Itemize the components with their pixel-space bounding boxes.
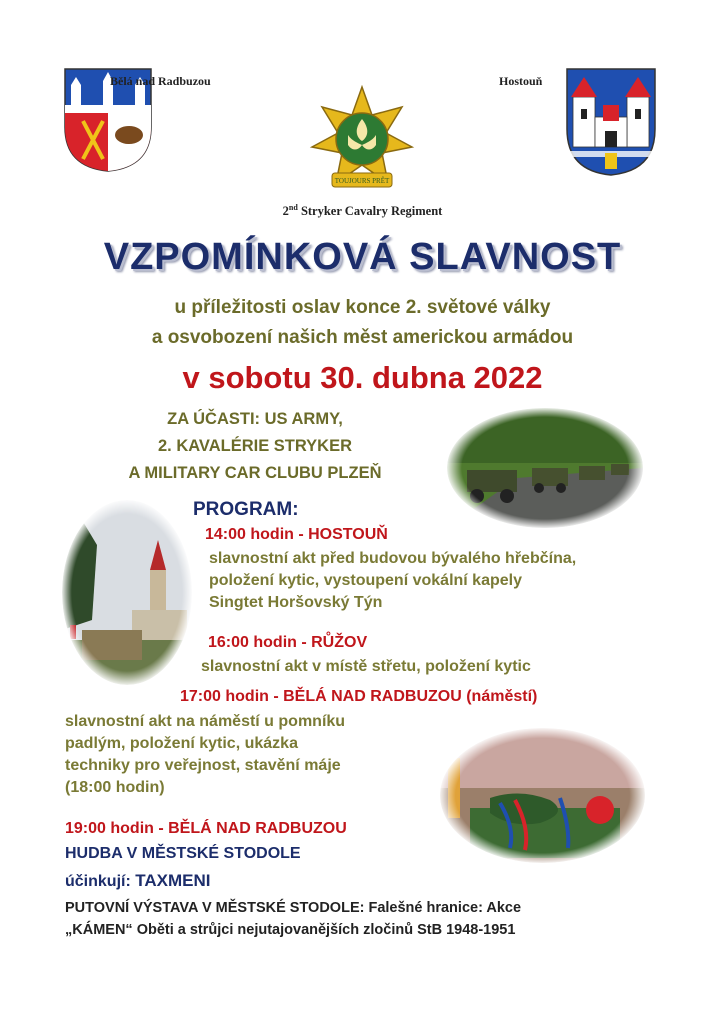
event-4-heading: 19:00 hodin - BĚLÁ NAD RADBUZOU <box>65 820 347 837</box>
emblem-motto: TOUJOURS PRÊT <box>334 177 390 185</box>
town-left-name: Bělá nad Radbuzou <box>110 74 211 88</box>
exhibit-info: PUTOVNÍ VÝSTAVA V MĚSTSKÉ STODOLE: Falešné hranice: Akce „KÁMEN“ Oběti a strůjci nejutajovanějších zločinů StB 1948-1951 <box>65 900 522 938</box>
event-3-heading: 17:00 hodin - BĚLÁ NAD RADBUZOU (náměstí) <box>180 688 538 705</box>
photo-military-vehicles <box>447 408 643 528</box>
photo-church-ceremony <box>62 500 192 685</box>
regiment-label: 2nd Stryker Cavalry Regiment <box>282 203 443 219</box>
hostoun-coat-of-arms <box>565 67 657 177</box>
event-2-description: slavnostní akt v místě střetu, položení kytic <box>201 658 531 675</box>
event-1-heading: 14:00 hodin - HOSTOUŇ <box>205 526 388 543</box>
event-2-heading: 16:00 hodin - RŮŽOV <box>208 634 368 651</box>
event-4-subtitle: HUDBA V MĚSTSKÉ STODOLE <box>65 845 301 862</box>
participants-line-3: A MILITARY CAR CLUBU PLZEŇ <box>128 464 382 482</box>
town-right-name: Hostouň <box>499 74 543 88</box>
subtitle-line-2: a osvobození našich měst americkou armádou <box>151 327 574 348</box>
participants-line-2: 2. KAVALÉRIE STRYKER <box>157 437 353 455</box>
subtitle-line-1: u příležitosti oslav konce 2. světové války <box>174 297 551 318</box>
participants-line-1: ZA ÚČASTI: US ARMY, <box>167 410 343 428</box>
regiment-emblem <box>308 85 416 195</box>
event-3-description: slavnostní akt na náměstí u pomníku padlým, položení kytic, ukázka techniky pro veřejnost, stavění máje (18:00 hodin) <box>65 713 346 796</box>
event-1-description: slavnostní akt před budovou bývalého hřebčína, položení kytic, vystoupení vokální kapely Singtet Horšovský Týn <box>209 550 577 611</box>
main-title: VZPOMÍNKOVÁ SLAVNOST <box>103 236 622 278</box>
photo-memorial-wreaths <box>440 728 645 863</box>
program-title: PROGRAM: <box>193 499 299 520</box>
event-date: v sobotu 30. dubna 2022 <box>182 360 543 395</box>
performers: účinkují: TAXMENI <box>65 871 211 890</box>
